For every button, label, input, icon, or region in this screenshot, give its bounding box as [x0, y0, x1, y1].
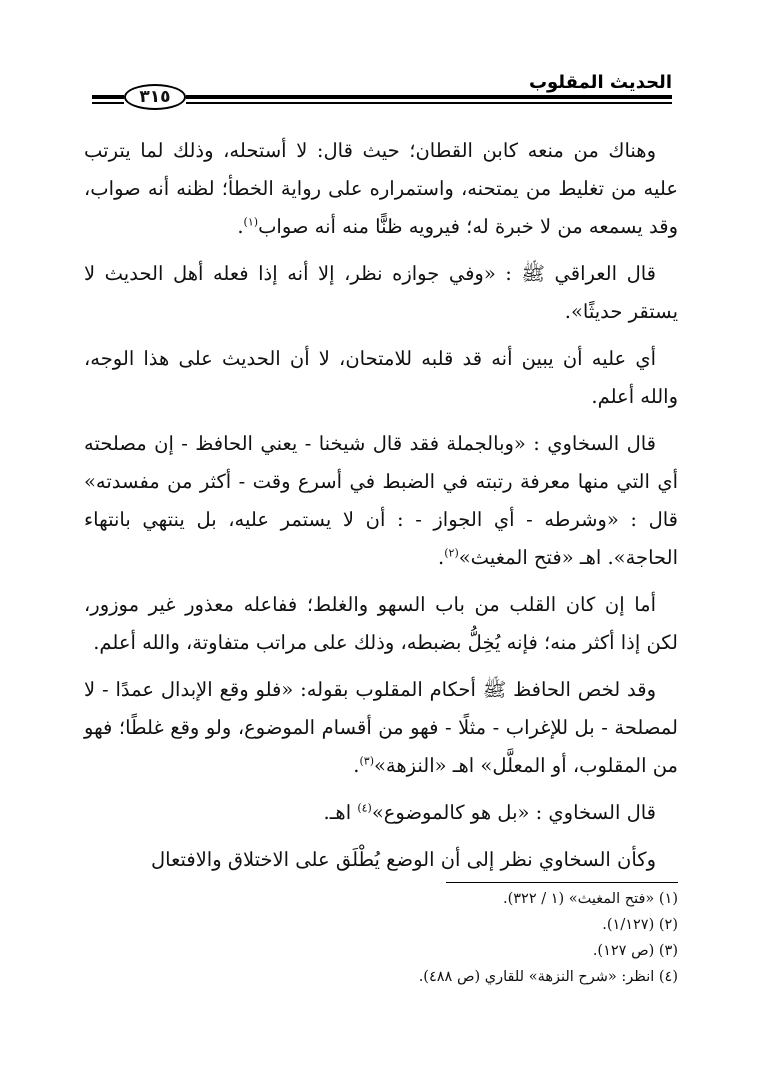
paragraph-end: اهـ.	[323, 801, 358, 824]
footnote: (٣) (ص ١٢٧).	[592, 943, 678, 959]
footnote: (٤) انظر: «شرح النزهة» للقاري (ص ٤٨٨).	[418, 969, 678, 985]
paragraph	[84, 841, 678, 879]
paragraph-text: أما إن كان القلب من باب السهو والغلط؛ ففاعله معذور غير موزور، لكن إذا أكثر منه؛ فإنه يُخِلُّ بضبطه، وذلك على مراتب متفاوتة، والله أعلم.	[84, 593, 678, 654]
paragraph	[84, 132, 678, 246]
paragraph-text: وقد لخص الحافظ ﷺ أحكام المقلوب بقوله: «فلو وقع الإبدال عمدًا - لا لمصلحة - بل للإغراب - مثلًا - فهو من أقسام الموضوع، ولو وقع غلطًا؛ فهو من المقلوب، أو المعلَّل» اهـ «النزهة»	[84, 678, 678, 777]
page-number: ٣١٥	[124, 84, 186, 110]
paragraph	[84, 794, 678, 832]
paragraph-text: وهناك من منعه كابن القطان؛ حيث قال: لا أستحله، وذلك لما يترتب عليه من تغليط من يمتحنه، واستمراره على رواية الخطأ؛ لظنه أنه صواب، وقد يسمعه من لا خبرة له؛ فيرويه ظنًّا منه أنه صواب	[84, 139, 678, 238]
paragraph-text: أي عليه أن يبين أنه قد قلبه للامتحان، لا أن الحديث على هذا الوجه، والله أعلم.	[84, 347, 678, 408]
paragraph	[84, 425, 678, 577]
footnote: (١) «فتح المغيث» (١ / ٣٢٢).	[502, 891, 678, 907]
paragraph-text: قال السخاوي : «بل هو كالموضوع»	[371, 801, 656, 824]
footnotes	[300, 886, 678, 990]
footnote-ref: (١)	[243, 215, 259, 229]
paragraph	[84, 255, 678, 331]
paragraph-text: قال العراقي ﷺ : «وفي جوازه نظر، إلا أنه إذا فعله أهل الحديث لا يستقر حديثًا».	[84, 262, 678, 323]
footnote-ref: (٣)	[359, 754, 374, 768]
main-text	[84, 132, 678, 888]
paragraph	[84, 586, 678, 662]
header-rule-left-thick	[92, 95, 124, 99]
paragraph-text: قال السخاوي : «وبالجملة فقد قال شيخنا - يعني الحافظ - إن مصلحته أي التي منها معرفة رتبته في الضبط في أسرع وقت - أكثر من مفسدته» قال : «وشرطه - أي الجواز - : أن لا يستمر عليه، بل ينتهي بانتهاء الحاجة». اهـ «فتح المغيث»	[84, 432, 679, 569]
paragraph-end: .	[438, 546, 445, 569]
footnote-ref: (٢)	[444, 546, 459, 560]
header-rule-thick	[186, 95, 672, 99]
paragraph-end: .	[353, 754, 360, 777]
footnote-ref: (٤)	[357, 801, 372, 815]
page-header	[92, 62, 672, 112]
paragraph	[84, 671, 678, 785]
paragraph-end: .	[237, 215, 244, 238]
footnote: (٢) (١/١٢٧).	[602, 917, 678, 933]
header-rule-left-thin	[92, 102, 124, 104]
running-title: الحديث المقلوب	[528, 72, 672, 93]
paragraph	[84, 340, 678, 416]
header-rule-thin	[186, 102, 672, 104]
footnote-separator	[446, 882, 678, 883]
paragraph-text: وكأن السخاوي نظر إلى أن الوضع يُطْلَق على الاختلاق والافتعال	[150, 848, 656, 871]
